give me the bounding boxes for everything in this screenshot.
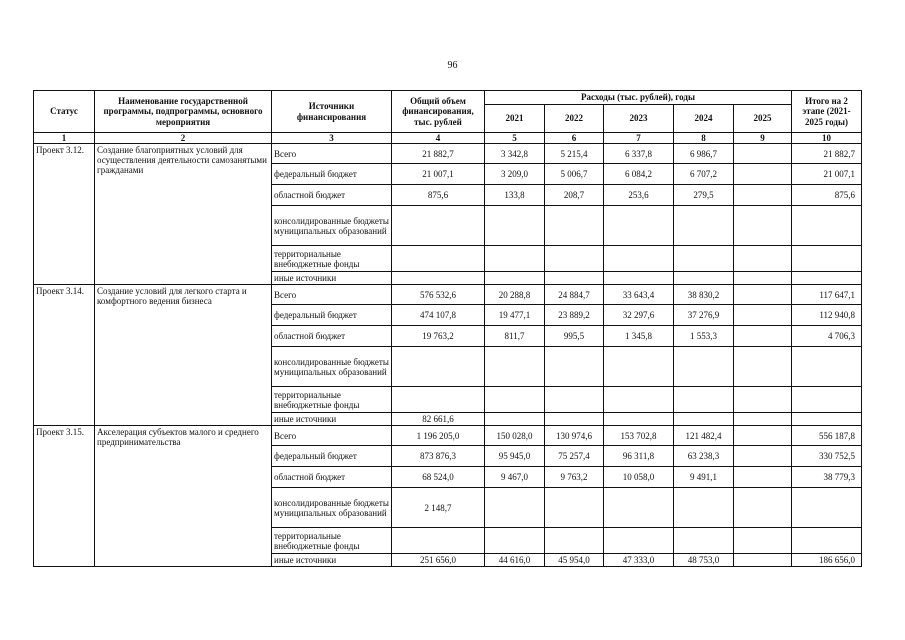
cell-y2024 [674, 413, 734, 426]
source-regional: областной бюджет [272, 467, 392, 488]
financing-table [33, 90, 862, 567]
column-index: 6 [545, 133, 604, 144]
source-regional: областной бюджет [272, 185, 392, 206]
cell-stage [792, 206, 862, 246]
cell-y2022 [545, 206, 604, 246]
cell-y2025 [734, 305, 792, 326]
cell-y2022 [545, 488, 604, 528]
cell-stage: 875,6 [792, 185, 862, 206]
header-year-2024: 2024 [674, 105, 734, 133]
cell-stage: 556 187,8 [792, 426, 862, 446]
cell-total: 251 656,0 [392, 554, 485, 567]
cell-y2023: 32 297,6 [604, 305, 674, 326]
cell-y2024: 37 276,9 [674, 305, 734, 326]
source-federal: федеральный бюджет [272, 305, 392, 326]
project-status: Проект 3.14. [34, 285, 95, 426]
cell-y2021: 133,8 [485, 185, 545, 206]
cell-y2021 [485, 528, 545, 554]
cell-y2025 [734, 426, 792, 446]
cell-y2022: 130 974,6 [545, 426, 604, 446]
cell-y2021: 3 342,8 [485, 144, 545, 164]
cell-y2025 [734, 446, 792, 467]
cell-y2021: 95 945,0 [485, 446, 545, 467]
cell-y2025 [734, 554, 792, 567]
cell-y2024 [674, 206, 734, 246]
cell-y2025 [734, 528, 792, 554]
cell-y2025 [734, 467, 792, 488]
cell-y2024 [674, 528, 734, 554]
column-index: 2 [95, 133, 272, 144]
cell-y2022: 24 884,7 [545, 285, 604, 305]
cell-y2023 [604, 528, 674, 554]
cell-y2025 [734, 185, 792, 206]
cell-y2021 [485, 246, 545, 272]
cell-y2022 [545, 413, 604, 426]
cell-stage: 21 882,7 [792, 144, 862, 164]
cell-total: 1 196 205,0 [392, 426, 485, 446]
cell-y2025 [734, 206, 792, 246]
header-sources: Источники финансирования [272, 91, 392, 133]
table-row [34, 144, 862, 164]
cell-y2023 [604, 413, 674, 426]
source-offbudget: территориальные внебюджетные фонды [272, 387, 392, 413]
cell-y2021 [485, 272, 545, 285]
cell-y2024 [674, 246, 734, 272]
column-index: 9 [734, 133, 792, 144]
cell-y2021: 20 288,8 [485, 285, 545, 305]
cell-y2023: 6 337,8 [604, 144, 674, 164]
cell-total: 21 882,7 [392, 144, 485, 164]
cell-y2022 [545, 272, 604, 285]
cell-stage [792, 246, 862, 272]
cell-y2022: 45 954,0 [545, 554, 604, 567]
source-federal: федеральный бюджет [272, 446, 392, 467]
cell-y2024 [674, 347, 734, 387]
source-offbudget: территориальные внебюджетные фонды [272, 246, 392, 272]
cell-total: 875,6 [392, 185, 485, 206]
cell-y2024 [674, 387, 734, 413]
cell-total [392, 528, 485, 554]
cell-y2024: 38 830,2 [674, 285, 734, 305]
cell-y2022 [545, 246, 604, 272]
cell-y2024: 121 482,4 [674, 426, 734, 446]
source-other: иные источники [272, 272, 392, 285]
cell-y2021: 9 467,0 [485, 467, 545, 488]
cell-y2025 [734, 285, 792, 305]
source-offbudget: территориальные внебюджетные фонды [272, 528, 392, 554]
cell-y2025 [734, 164, 792, 185]
header-total: Общий объем финансирования, тыс. рублей [392, 91, 485, 133]
cell-total: 21 007,1 [392, 164, 485, 185]
cell-y2024 [674, 272, 734, 285]
column-index: 7 [604, 133, 674, 144]
column-index: 3 [272, 133, 392, 144]
cell-stage: 21 007,1 [792, 164, 862, 185]
source-other: иные источники [272, 554, 392, 567]
header-name: Наименование государственной программы, подпрограммы, основного мероприятия [95, 91, 272, 133]
cell-stage [792, 488, 862, 528]
project-status: Проект 3.12. [34, 144, 95, 285]
cell-y2025 [734, 387, 792, 413]
project-status: Проект 3.15. [34, 426, 95, 567]
cell-y2021 [485, 206, 545, 246]
cell-y2025 [734, 347, 792, 387]
cell-y2021: 811,7 [485, 326, 545, 347]
cell-y2024: 279,5 [674, 185, 734, 206]
cell-y2024: 6 986,7 [674, 144, 734, 164]
cell-y2024: 48 753,0 [674, 554, 734, 567]
cell-stage [792, 387, 862, 413]
cell-total: 474 107,8 [392, 305, 485, 326]
column-index: 1 [34, 133, 95, 144]
header-year-2025: 2025 [734, 105, 792, 133]
header-year-2023: 2023 [604, 105, 674, 133]
cell-y2023: 10 058,0 [604, 467, 674, 488]
source-municipal: консолидированные бюджеты муниципальных образований [272, 488, 392, 528]
cell-y2025 [734, 144, 792, 164]
cell-total [392, 347, 485, 387]
source-municipal: консолидированные бюджеты муниципальных образований [272, 206, 392, 246]
cell-y2021 [485, 387, 545, 413]
cell-total: 82 661,6 [392, 413, 485, 426]
table-row [34, 285, 862, 305]
cell-y2021: 3 209,0 [485, 164, 545, 185]
header-expenses: Расходы (тыс. рублей), годы [485, 91, 792, 105]
cell-stage: 38 779,3 [792, 467, 862, 488]
header-stage-total: Итого на 2 этапе (2021-2025 годы) [792, 91, 862, 133]
header-year-2022: 2022 [545, 105, 604, 133]
source-federal: федеральный бюджет [272, 164, 392, 185]
cell-y2023: 96 311,8 [604, 446, 674, 467]
column-index: 5 [485, 133, 545, 144]
header-status: Статус [34, 91, 95, 133]
cell-y2021 [485, 347, 545, 387]
cell-y2023: 6 084,2 [604, 164, 674, 185]
cell-y2023 [604, 272, 674, 285]
cell-y2023 [604, 347, 674, 387]
cell-total [392, 272, 485, 285]
cell-y2023: 1 345,8 [604, 326, 674, 347]
cell-y2024 [674, 488, 734, 528]
cell-y2025 [734, 246, 792, 272]
source-total: Всего [272, 426, 392, 446]
table-body [34, 144, 862, 567]
cell-total [392, 387, 485, 413]
cell-y2022: 208,7 [545, 185, 604, 206]
cell-total [392, 206, 485, 246]
cell-y2023 [604, 246, 674, 272]
cell-y2024: 6 707,2 [674, 164, 734, 185]
cell-y2024: 1 553,3 [674, 326, 734, 347]
cell-y2022: 23 889,2 [545, 305, 604, 326]
cell-y2022: 9 763,2 [545, 467, 604, 488]
column-index: 4 [392, 133, 485, 144]
cell-stage: 4 706,3 [792, 326, 862, 347]
cell-stage: 330 752,5 [792, 446, 862, 467]
cell-y2023 [604, 206, 674, 246]
table-row [34, 426, 862, 446]
source-total: Всего [272, 144, 392, 164]
cell-y2021: 19 477,1 [485, 305, 545, 326]
cell-y2022: 75 257,4 [545, 446, 604, 467]
cell-total [392, 246, 485, 272]
cell-y2024: 63 238,3 [674, 446, 734, 467]
header-year-2021: 2021 [485, 105, 545, 133]
cell-stage: 117 647,1 [792, 285, 862, 305]
cell-total: 873 876,3 [392, 446, 485, 467]
cell-y2024: 9 491,1 [674, 467, 734, 488]
source-regional: областной бюджет [272, 326, 392, 347]
cell-y2023: 153 702,8 [604, 426, 674, 446]
cell-y2023: 33 643,4 [604, 285, 674, 305]
cell-stage [792, 347, 862, 387]
cell-y2025 [734, 272, 792, 285]
cell-stage [792, 272, 862, 285]
cell-y2021: 150 028,0 [485, 426, 545, 446]
source-municipal: консолидированные бюджеты муниципальных образований [272, 347, 392, 387]
project-name: Создание условий для легкого старта и комфортного ведения бизнеса [95, 285, 272, 426]
cell-y2021 [485, 488, 545, 528]
cell-y2023 [604, 488, 674, 528]
column-index: 10 [792, 133, 862, 144]
page-number: 96 [447, 60, 458, 71]
cell-stage: 186 656,0 [792, 554, 862, 567]
cell-total: 19 763,2 [392, 326, 485, 347]
cell-y2022 [545, 387, 604, 413]
cell-y2022: 995,5 [545, 326, 604, 347]
source-other: иные источники [272, 413, 392, 426]
cell-y2025 [734, 326, 792, 347]
cell-total: 68 524,0 [392, 467, 485, 488]
project-name: Создание благоприятных условий для осуществления деятельности самозанятыми гражданами [95, 144, 272, 285]
cell-y2022: 5 215,4 [545, 144, 604, 164]
cell-y2023: 47 333,0 [604, 554, 674, 567]
cell-total: 2 148,7 [392, 488, 485, 528]
cell-y2022: 5 006,7 [545, 164, 604, 185]
project-name: Акселерация субъектов малого и среднего предпринимательства [95, 426, 272, 567]
cell-y2021 [485, 413, 545, 426]
cell-y2025 [734, 413, 792, 426]
cell-y2023 [604, 387, 674, 413]
cell-stage [792, 413, 862, 426]
cell-total: 576 532,6 [392, 285, 485, 305]
cell-y2023: 253,6 [604, 185, 674, 206]
cell-stage: 112 940,8 [792, 305, 862, 326]
column-index: 8 [674, 133, 734, 144]
source-total: Всего [272, 285, 392, 305]
cell-y2021: 44 616,0 [485, 554, 545, 567]
cell-y2022 [545, 347, 604, 387]
cell-stage [792, 528, 862, 554]
cell-y2025 [734, 488, 792, 528]
cell-y2022 [545, 528, 604, 554]
